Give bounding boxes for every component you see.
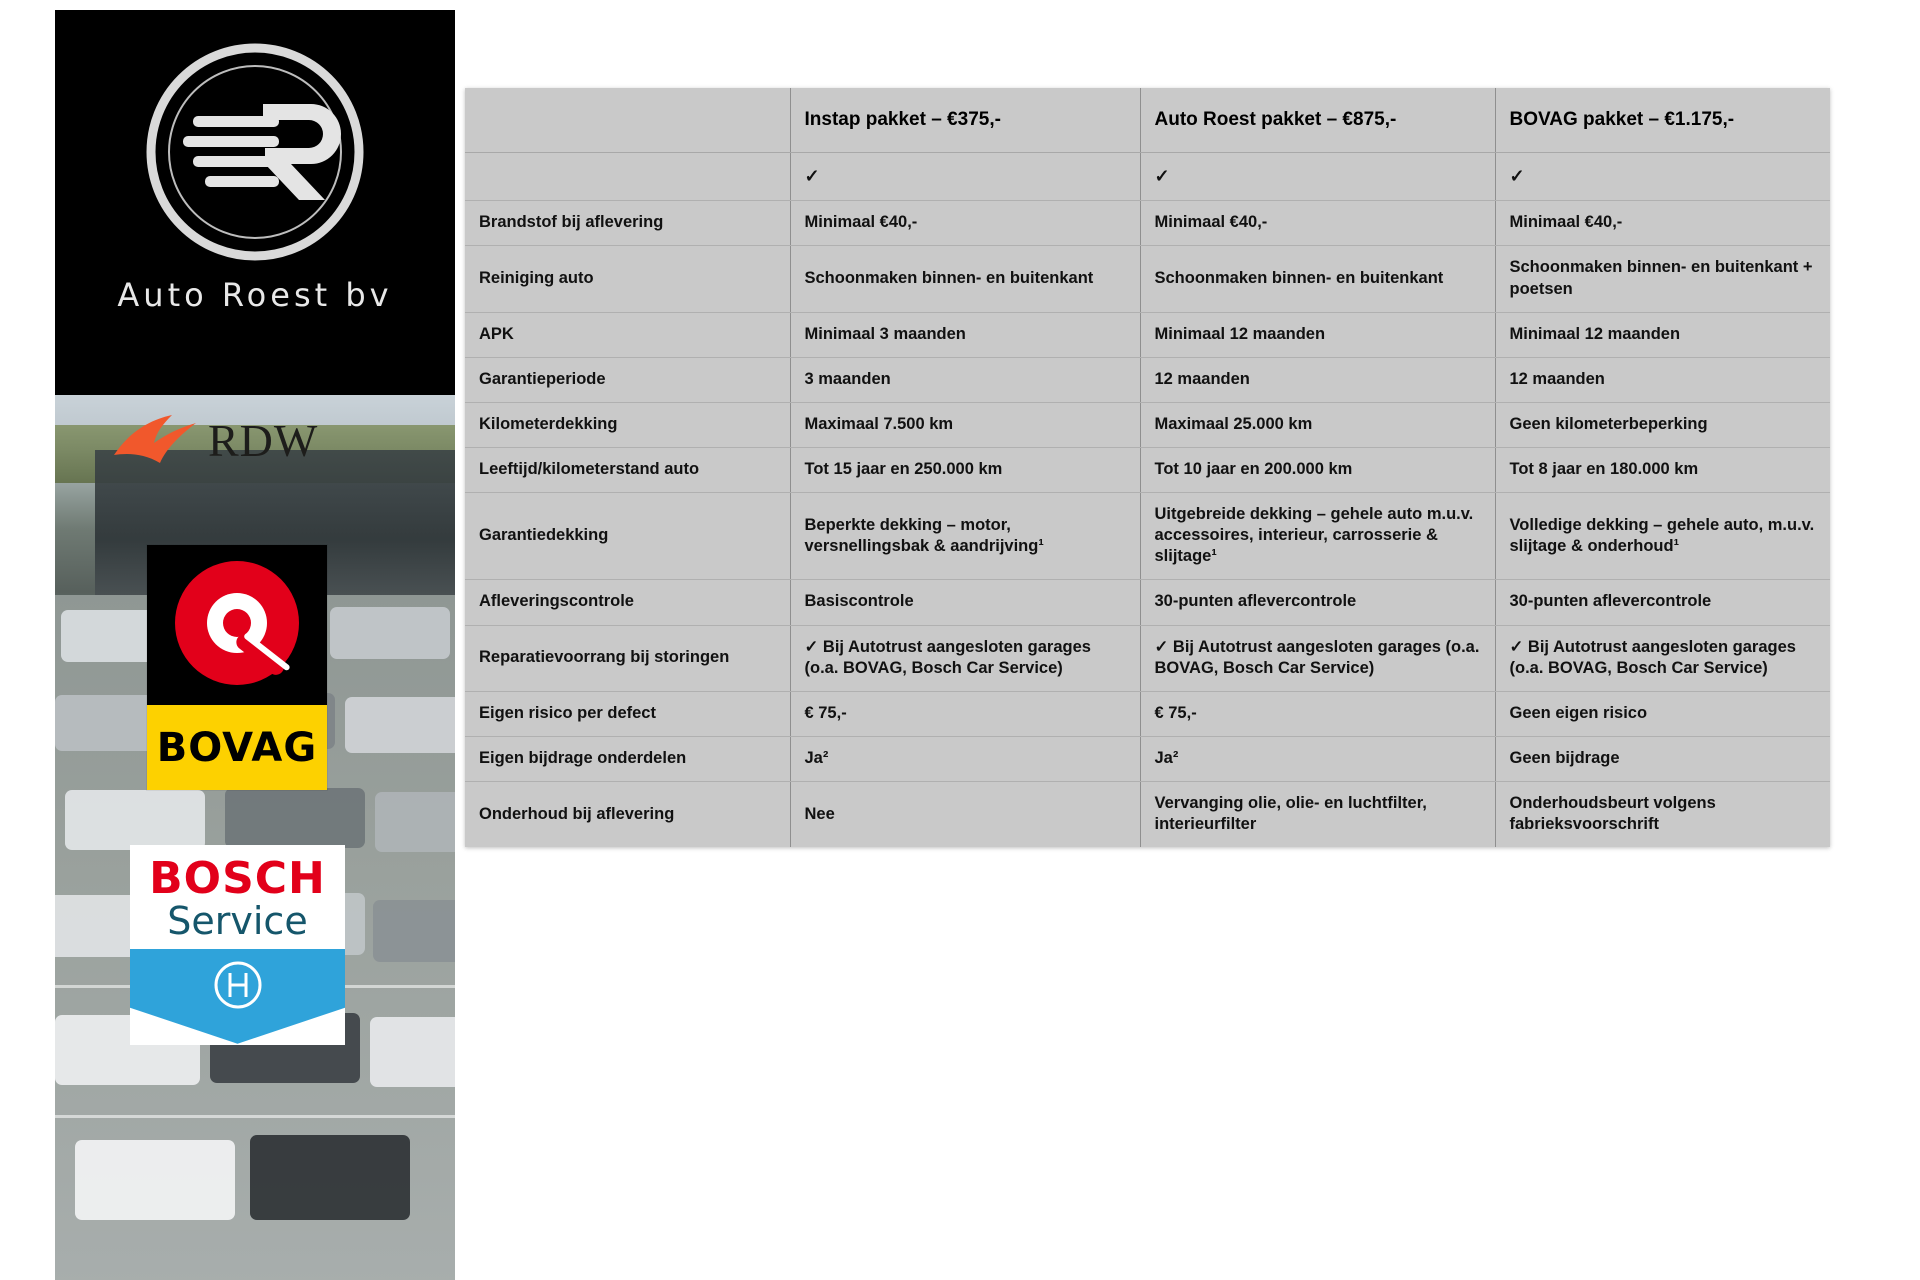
photo-parking-line [55,1115,455,1118]
cell-instap: € 75,- [790,691,1140,736]
cell-auto-roest: ✓ [1140,153,1495,201]
cell-bovag: Volledige dekking – gehele auto, m.u.v. slijtage & onderhoud¹ [1495,493,1830,580]
row-label: Eigen bijdrage onderdelen [465,736,790,781]
package-comparison-table [465,88,1830,847]
photo-car [375,792,455,852]
cell-instap: Schoonmaken binnen- en buitenkant [790,246,1140,312]
cell-auto-roest: € 75,- [1140,691,1495,736]
bosch-icon [130,949,345,1044]
company-name: Auto Roest bv [117,276,393,314]
cell-bovag: Geen kilometerbeperking [1495,402,1830,447]
row-label: Eigen risico per defect [465,691,790,736]
cell-auto-roest: 30-punten aflevercontrole [1140,580,1495,625]
table-header-row [465,88,1830,153]
cell-instap: Nee [790,781,1140,847]
table-row [465,691,1830,736]
cell-bovag: ✓ Bij Autotrust aangesloten garages (o.a. BOVAG, Bosch Car Service) [1495,625,1830,691]
cell-instap: ✓ [790,153,1140,201]
cell-bovag: 12 maanden [1495,357,1830,402]
photo-car [330,607,450,659]
table-row [465,448,1830,493]
bovag-label: BOVAG [156,724,318,771]
cell-bovag: Geen eigen risico [1495,691,1830,736]
cell-instap: Basiscontrole [790,580,1140,625]
bosch-service-badge [130,845,345,1045]
table-row [465,201,1830,246]
cell-instap: Ja² [790,736,1140,781]
row-label: Reiniging auto [465,246,790,312]
header-auto-roest-pakket: Auto Roest pakket – €875,- [1140,88,1495,153]
header-feature-column [465,88,790,153]
bovag-badge [147,545,327,790]
cell-bovag: ✓ [1495,153,1830,201]
cell-instap: Maximaal 7.500 km [790,402,1140,447]
cell-instap: Minimaal 3 maanden [790,312,1140,357]
cell-instap: ✓ Bij Autotrust aangesloten garages (o.a. BOVAG, Bosch Car Service) [790,625,1140,691]
cell-auto-roest: 12 maanden [1140,357,1495,402]
row-label: Brandstof bij aflevering [465,201,790,246]
cell-bovag: 30-punten aflevercontrole [1495,580,1830,625]
photo-car [345,697,455,753]
left-column [55,10,455,1280]
row-label: Reparatievoorrang bij storingen [465,625,790,691]
auto-roest-logo-icon [135,32,375,272]
row-label: Kilometerdekking [465,402,790,447]
row-label: APK [465,312,790,357]
table-row [465,781,1830,847]
cell-auto-roest: ✓ Bij Autotrust aangesloten garages (o.a. BOVAG, Bosch Car Service) [1140,625,1495,691]
cell-auto-roest: Schoonmaken binnen- en buitenkant [1140,246,1495,312]
photo-car [373,900,455,962]
table-row [465,402,1830,447]
header-instap-pakket: Instap pakket – €375,- [790,88,1140,153]
rdw-label: RDW [208,414,319,466]
cell-bovag: Minimaal €40,- [1495,201,1830,246]
rdw-icon [110,409,198,471]
bosch-label: BOSCH [149,853,326,904]
dealership-photo [55,395,455,1280]
table-row [465,736,1830,781]
cell-bovag: Tot 8 jaar en 180.000 km [1495,448,1830,493]
bovag-label-area [147,705,327,790]
bovag-icon [147,545,327,705]
table-row [465,580,1830,625]
row-label: Leeftijd/kilometerstand auto [465,448,790,493]
cell-auto-roest: Minimaal 12 maanden [1140,312,1495,357]
row-label [465,153,790,201]
row-label: Afleveringscontrole [465,580,790,625]
table-row [465,312,1830,357]
row-label: Garantieperiode [465,357,790,402]
table-row [465,153,1830,201]
cell-instap: 3 maanden [790,357,1140,402]
brand-logo-panel [55,10,455,395]
comparison-table [465,88,1830,847]
cell-bovag: Geen bijdrage [1495,736,1830,781]
cell-auto-roest: Vervanging olie, olie- en luchtfilter, interieurfilter [1140,781,1495,847]
table-header [465,88,1830,153]
cell-auto-roest: Maximaal 25.000 km [1140,402,1495,447]
table-row [465,246,1830,312]
bosch-service-label: Service [167,899,308,943]
table-row [465,493,1830,580]
table-row [465,357,1830,402]
row-label: Onderhoud bij aflevering [465,781,790,847]
header-bovag-pakket: BOVAG pakket – €1.175,- [1495,88,1830,153]
cell-auto-roest: Uitgebreide dekking – gehele auto m.u.v. accessoires, interieur, carrosserie & slijtage¹ [1140,493,1495,580]
photo-car [370,1017,455,1087]
cell-auto-roest: Ja² [1140,736,1495,781]
cell-bovag: Onderhoudsbeurt volgens fabrieksvoorschrift [1509,793,1716,834]
table-body [465,153,1830,847]
cell-auto-roest: Minimaal €40,- [1140,201,1495,246]
row-label: Garantiedekking [465,493,790,580]
cell-instap: Beperkte dekking – motor, versnellingsbak & aandrijving¹ [790,493,1140,580]
photo-car [225,788,365,848]
photo-car [75,1140,235,1220]
cell-bovag: Minimaal 12 maanden [1495,312,1830,357]
table-row [465,625,1830,691]
cell-instap: Tot 15 jaar en 250.000 km [790,448,1140,493]
cell-bovag: Schoonmaken binnen- en buitenkant + poetsen [1495,246,1830,312]
photo-car [65,790,205,850]
rdw-badge [110,405,400,475]
cell-instap: Minimaal €40,- [790,201,1140,246]
photo-car [250,1135,410,1220]
cell-auto-roest: Tot 10 jaar en 200.000 km [1140,448,1495,493]
